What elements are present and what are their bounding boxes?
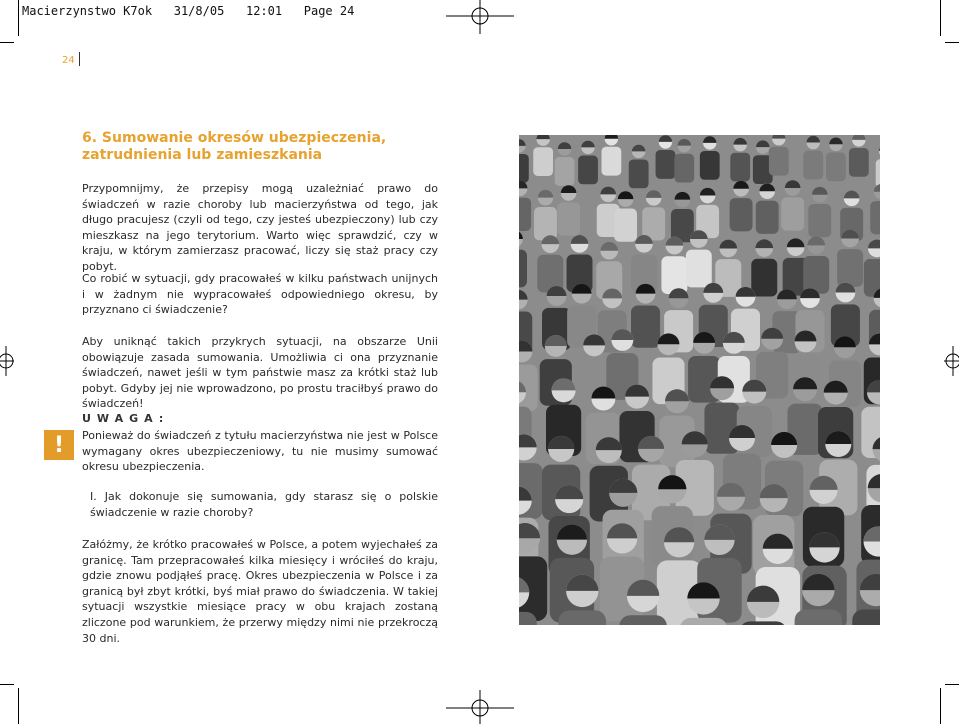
section-heading: 6. Sumowanie okresów ubezpieczenia, zatrudnienia lub zamieszkania (82, 130, 387, 163)
warning-glyph: ! (53, 432, 65, 458)
crowd-photo (519, 135, 880, 625)
print-slug-line: Macierzynstwo K7ok 31/8/05 12:01 Page 24 (22, 4, 355, 18)
registration-mark-icon (0, 346, 14, 376)
registration-mark-icon (446, 690, 514, 724)
section-heading-block (82, 130, 438, 164)
paragraph-subheading-question: I. Jak dokonuje się sumowania, gdy starasz się o polskie świadczenie w razie choroby? (90, 490, 438, 519)
paragraph-warning: Ponieważ do świadczeń z tytułu macierzyństwa nie jest w Polsce wymagany okres ubezpieczeniowy, tu nie musimy sumować okresu ubezpieczenia. (82, 429, 438, 474)
crop-mark-top-right-h (945, 42, 959, 43)
page-number: 24 (62, 55, 75, 66)
crop-mark-top-right-v (940, 0, 941, 36)
registration-mark-icon (944, 346, 959, 376)
crop-mark-top-left-v (18, 0, 19, 36)
crop-mark-top-left-h (0, 42, 14, 43)
paragraph-question: Co robić w sytuacji, gdy pracowałeś w kilku państwach unijnych i w żadnym nie wypracowałeś odpowiedniego okresu, by przyznano ci świadczenie? (82, 272, 438, 317)
page-number-divider (79, 52, 80, 66)
registration-mark-icon (446, 0, 514, 34)
paragraph-aggregation-rule: Aby uniknąć takich przykrych sytuacji, na obszarze Unii obowiązuje zasada sumowania. Umożliwia ci ona przyznanie świadczeń, nawet jeśli w tym państwie masz za krótki staż lub pobyt. Gdyby jej nie wprowadzono, po prostu traciłbyś prawo do świadczeń! (82, 335, 438, 411)
exclamation-warning-icon (44, 430, 74, 460)
paragraph-intro: Przypomnijmy, że przepisy mogą uzależniać prawo do świadczeń w razie choroby lub macierzyństwa od tego, jak długo pracujesz (czyli od tego, czy jesteś ubezpieczony) lub czy mieszkasz na jego terytorium. Warto więc sprawdzić, czy w kraju, w którym zamierzasz pracować, liczy się staż pracy czy pobyt. (82, 182, 438, 273)
crop-mark-bottom-left-h (0, 684, 14, 685)
uwaga-label: UWAGA: (82, 412, 170, 425)
crowd-photo-illustration (519, 135, 880, 625)
crop-mark-bottom-left-v (18, 688, 19, 724)
crop-mark-bottom-right-v (940, 688, 941, 724)
crop-mark-bottom-right-h (945, 684, 959, 685)
paragraph-example: Załóżmy, że krótko pracowałeś w Polsce, a potem wyjechałeś za granicę. Tam przepracowałeś kilka miesięcy i wróciłeś do kraju, gdzie znowu podjąłeś pracę. Okres ubezpieczenia w Polsce i za granicą był zbyt krótki, byś miał prawo do świadczenia. W takiej sytuacji wszystkie miesiące pracy w obu krajach zostaną zliczone pod warunkiem, że przerwy między nimi nie przekroczą 30 dni. (82, 538, 438, 645)
